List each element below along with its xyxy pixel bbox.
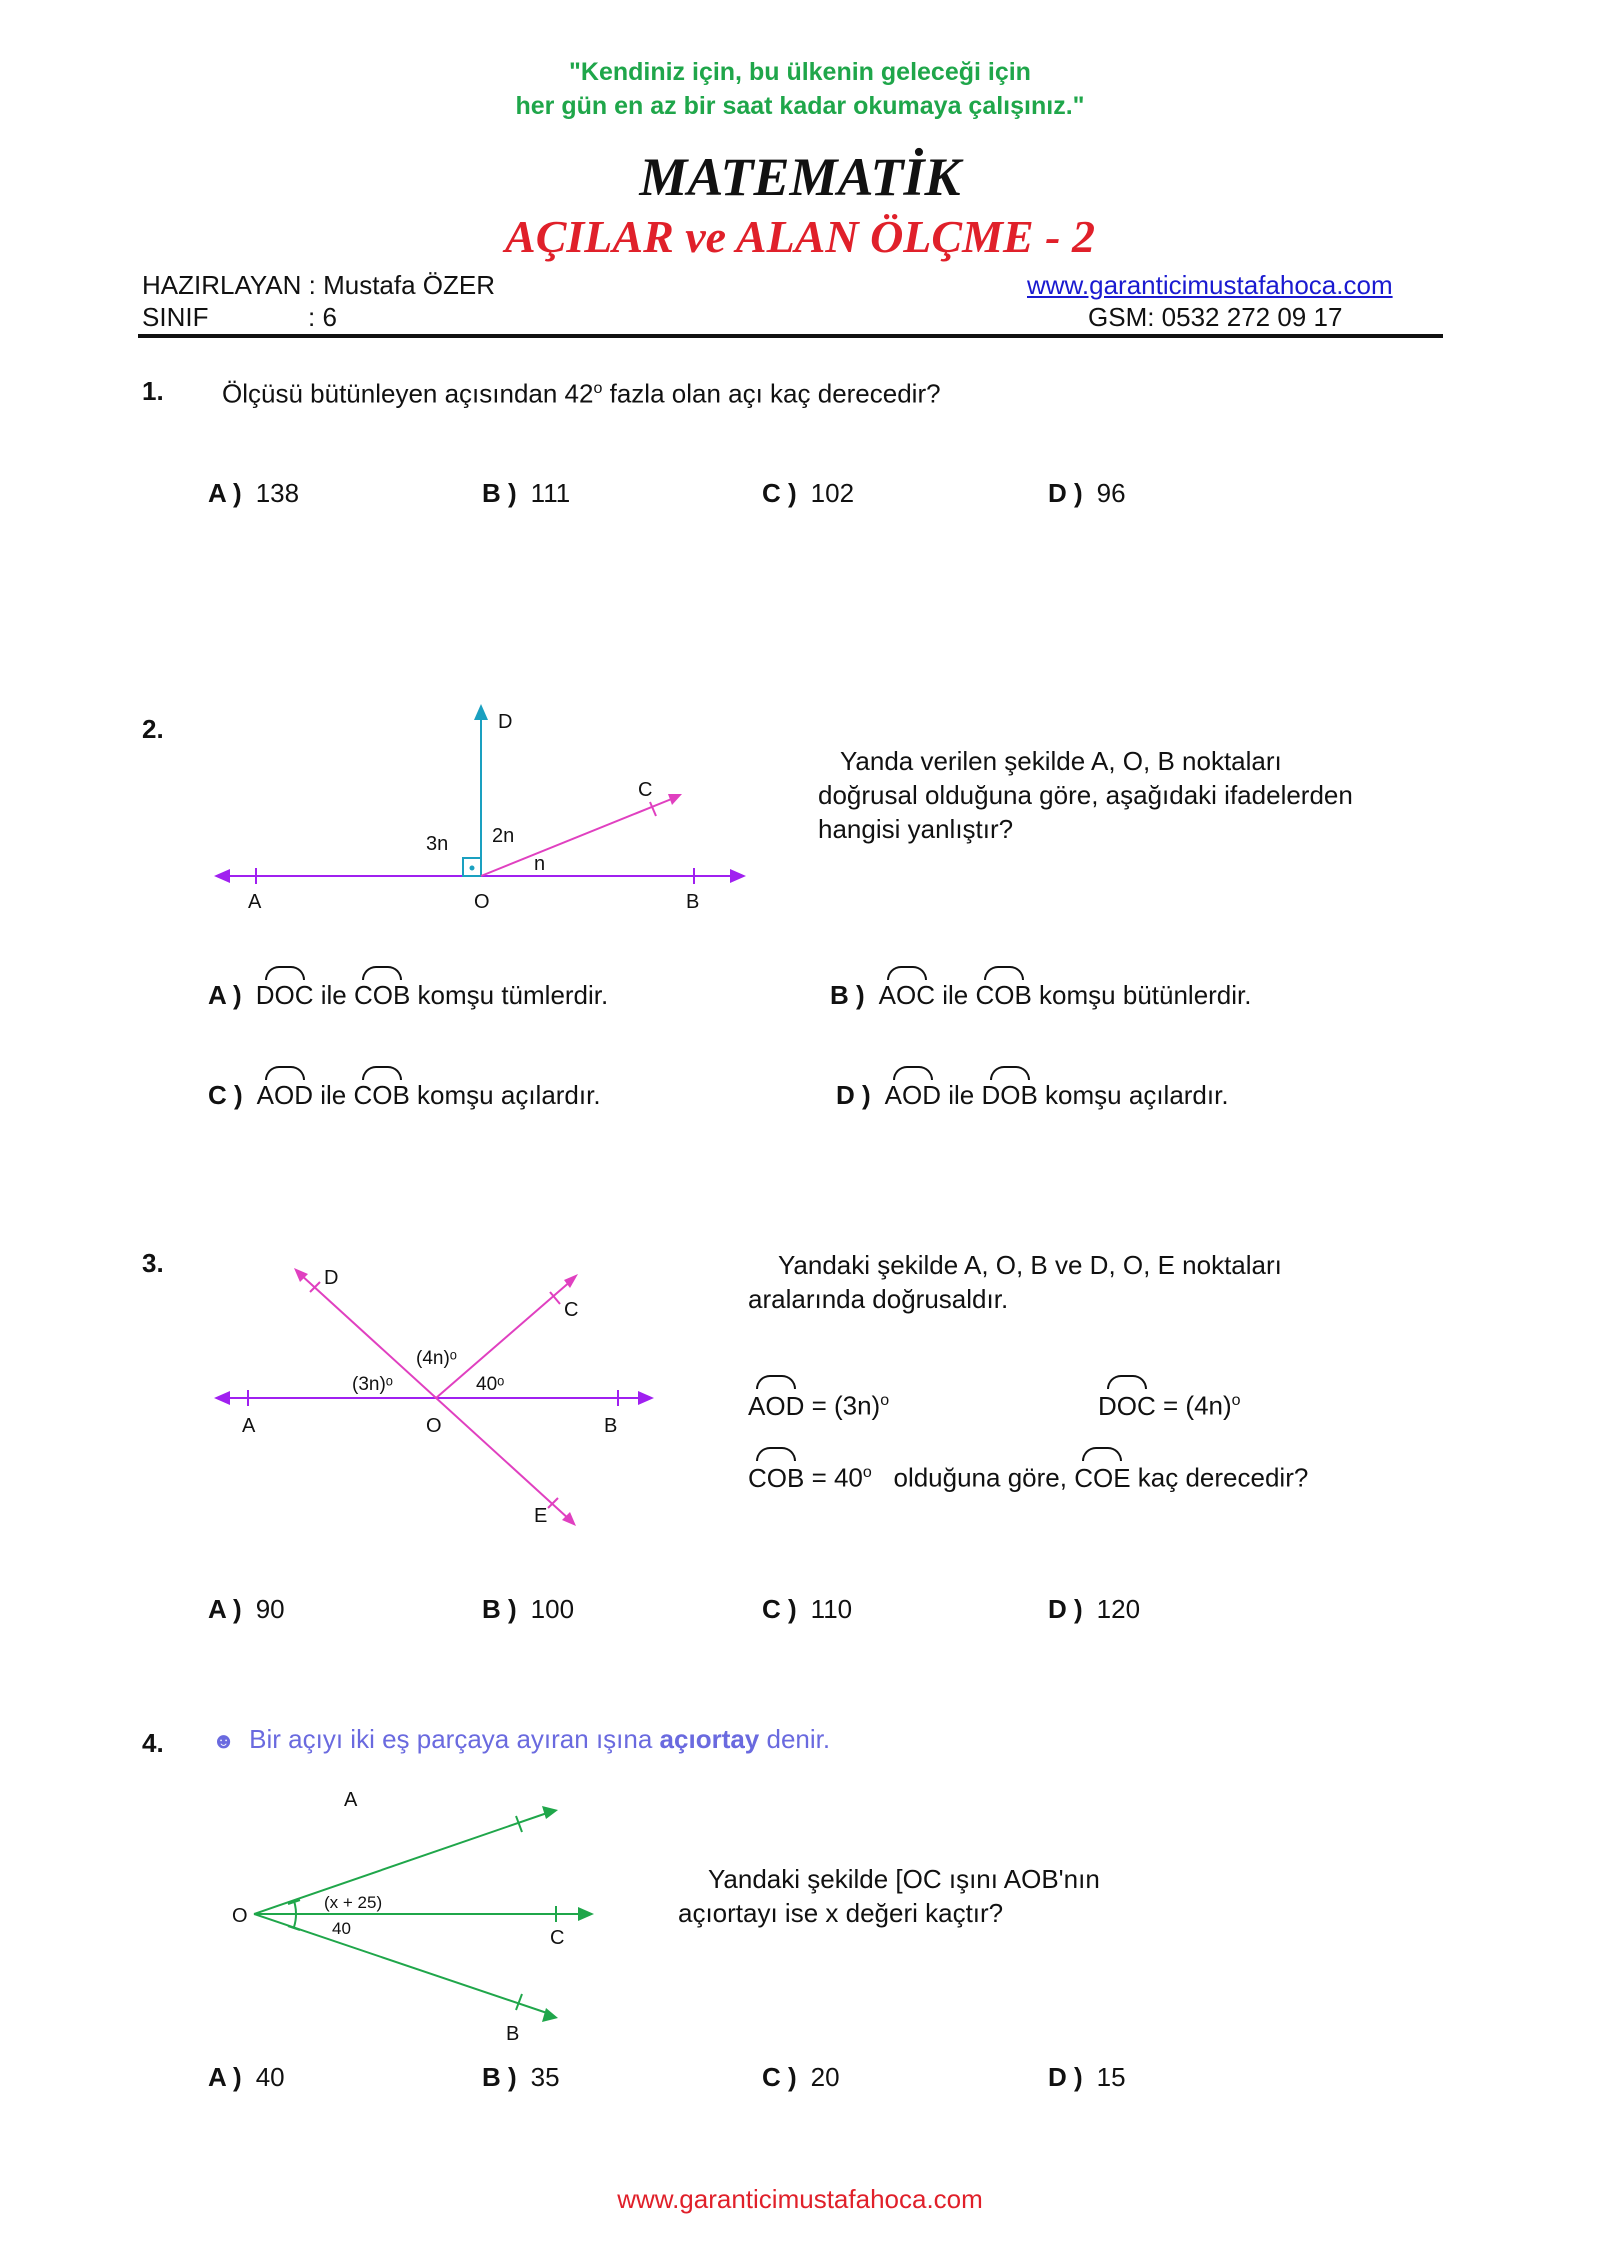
q4-label-a: A (344, 1789, 358, 1811)
option-letter: D ) (836, 1080, 871, 1110)
q4-text-line-1: Yandaki şekilde [OC ışını AOB'nın (708, 1864, 1100, 1894)
author-label: HAZIRLAYAN : Mustafa ÖZER (142, 270, 496, 300)
eq-text: olduğuna göre, (871, 1462, 1075, 1493)
option-value: 40 (255, 2062, 285, 2092)
q2-option-c[interactable] (208, 1080, 601, 1111)
q2-label-n: n (534, 853, 546, 875)
q2-text-line-3: hangisi yanlıştır? (818, 814, 1014, 844)
angle-name: COB (353, 1080, 410, 1110)
option-letter: A ) (208, 1594, 242, 1624)
option-letter: C ) (762, 1594, 797, 1624)
q2-right-angle-dot (470, 866, 475, 871)
q3-label-e: E (534, 1505, 548, 1527)
q2-arrow-right (730, 869, 746, 883)
q1-number: 1. (142, 376, 164, 406)
option-letter: D ) (1048, 2062, 1083, 2092)
q4-label-b: B (506, 2023, 520, 2045)
q2-label-b: B (686, 891, 700, 913)
q1-degree: o (593, 380, 603, 397)
option-text: komşu bütünlerdir. (1031, 980, 1252, 1010)
q2-figure (200, 690, 760, 920)
q4-ray-oa (254, 1812, 550, 1914)
def-bold-term: açıortay (659, 1724, 760, 1754)
degree-sign: o (862, 1464, 872, 1481)
q2-label-o: O (474, 891, 490, 913)
q3-option-a[interactable] (208, 1594, 285, 1625)
q1-option-c[interactable] (762, 478, 854, 509)
q2-option-a[interactable] (208, 980, 608, 1011)
q2-arrow-left (214, 869, 230, 883)
q3-arrow-left (214, 1391, 230, 1405)
q3-option-c[interactable] (762, 1594, 852, 1625)
option-letter: D ) (1048, 478, 1083, 508)
q2-text-line-2: doğrusal olduğuna göre, aşağıdaki ifadelerden (818, 780, 1353, 810)
q3-eq-cob (748, 1456, 1308, 1495)
option-text: ile (313, 980, 354, 1010)
q3-eq-aod (748, 1384, 889, 1423)
option-letter: B ) (482, 2062, 517, 2092)
option-text: ile (313, 1080, 354, 1110)
angle-name: DOB (981, 1080, 1038, 1110)
q1-option-a[interactable] (208, 478, 299, 509)
option-letter: B ) (482, 1594, 517, 1624)
eq-text: = (3n) (804, 1390, 881, 1421)
q3-eq-doc (1098, 1384, 1241, 1423)
option-text: komşu açılardır. (1037, 1080, 1229, 1110)
subject-title: MATEMATİK (639, 147, 961, 207)
option-value: 102 (810, 478, 855, 508)
q3-text (748, 1248, 1282, 1316)
option-letter: A ) (208, 478, 242, 508)
q2-label-c: C (638, 779, 653, 801)
option-letter: A ) (208, 980, 242, 1010)
option-value: 111 (530, 478, 571, 508)
q3-label-d: D (324, 1267, 339, 1289)
q2-label-3n: 3n (426, 833, 449, 855)
q2-arrow-c (668, 794, 682, 805)
q4-number: 4. (142, 1728, 164, 1758)
class-label: SINIF (142, 302, 209, 332)
angle-name: AOD (884, 1080, 942, 1110)
q3-label-4n: (4n)ᵒ (416, 1348, 457, 1369)
q4-text (678, 1862, 1100, 1930)
header-website-link[interactable]: www.garanticimustafahoca.com (1027, 270, 1393, 300)
angle-name: AOD (748, 1390, 805, 1421)
option-value: 120 (1096, 1594, 1141, 1624)
q3-label-o: O (426, 1415, 442, 1437)
option-value: 90 (255, 1594, 285, 1624)
header-phone: GSM: 0532 272 09 17 (1088, 302, 1343, 332)
q4-text-line-2: açıortayı ise x değeri kaçtır? (678, 1898, 1004, 1928)
q4-label-c: C (550, 1927, 565, 1949)
q4-arrow-a (542, 1806, 558, 1819)
angle-name: COB (748, 1462, 805, 1493)
def-text-b: denir. (759, 1724, 831, 1754)
motto-line-2: her gün en az bir saat kadar okumaya çalışınız." (515, 92, 1085, 120)
degree-sign: o (1231, 1392, 1241, 1409)
q4-label-o: O (232, 1905, 248, 1927)
q3-option-b[interactable] (482, 1594, 574, 1625)
option-letter: B ) (830, 980, 865, 1010)
angle-name: DOC (1098, 1390, 1156, 1421)
eq-text: kaç derecedir? (1130, 1462, 1309, 1493)
q4-definition (212, 1724, 830, 1755)
degree-sign: o (880, 1392, 890, 1409)
angle-name: COB (975, 980, 1032, 1010)
class-value: : 6 (308, 302, 337, 332)
motto-line-1: "Kendiniz için, bu ülkenin geleceği için (569, 58, 1031, 86)
option-letter: B ) (482, 478, 517, 508)
option-letter: A ) (208, 2062, 242, 2092)
option-value: 20 (810, 2062, 840, 2092)
q3-number: 3. (142, 1248, 164, 1278)
smiley-icon: ☻ (212, 1728, 236, 1753)
eq-text: = 40 (804, 1462, 863, 1493)
option-text: ile (935, 980, 976, 1010)
option-text: komşu tümlerdir. (410, 980, 609, 1010)
option-letter: C ) (762, 2062, 797, 2092)
q2-option-b[interactable] (830, 980, 1252, 1011)
q4-option-b[interactable] (482, 2062, 560, 2093)
option-value: 138 (255, 478, 300, 508)
option-value: 110 (810, 1594, 853, 1624)
q4-option-c[interactable] (762, 2062, 840, 2093)
q4-option-a[interactable] (208, 2062, 285, 2093)
q4-figure (220, 1786, 620, 2046)
q4-option-d[interactable] (1048, 2062, 1126, 2093)
option-value: 15 (1096, 2062, 1126, 2092)
footer-website-link[interactable]: www.garanticimustafahoca.com (617, 2184, 983, 2214)
angle-name: COB (353, 980, 411, 1010)
q3-figure (200, 1250, 680, 1540)
option-letter: C ) (762, 478, 797, 508)
option-text: komşu açılardır. (409, 1080, 601, 1110)
q2-label-a: A (248, 891, 262, 913)
q2-arrow-d (474, 704, 488, 720)
q3-label-40: 40ᵒ (476, 1374, 505, 1395)
header-divider (138, 334, 1443, 338)
q2-text (818, 744, 1353, 846)
q4-label-40: 40 (332, 1919, 351, 1938)
q3-label-3n: (3n)ᵒ (352, 1374, 393, 1395)
q4-label-x25: (x + 25) (324, 1893, 383, 1912)
q1-text (222, 372, 941, 411)
option-letter: C ) (208, 1080, 243, 1110)
q3-label-c: C (564, 1299, 579, 1321)
topic-title: AÇILAR ve ALAN ÖLÇME - 2 (505, 211, 1095, 262)
option-value: 100 (530, 1594, 575, 1624)
q3-label-b: B (604, 1415, 618, 1437)
q4-arrow-b (542, 2008, 558, 2022)
option-value: 96 (1096, 478, 1126, 508)
angle-name: AOD (256, 1080, 314, 1110)
q2-number: 2. (142, 714, 164, 744)
q3-arrow-right (638, 1391, 654, 1405)
eq-text: = (4n) (1155, 1390, 1232, 1421)
angle-name: DOC (255, 980, 314, 1010)
q2-tick-c (650, 802, 656, 816)
q1-text-b: fazla olan açı kaç derecedir? (602, 378, 941, 409)
option-text: ile (941, 1080, 982, 1110)
q2-text-line-1: Yanda verilen şekilde A, O, B noktaları (840, 746, 1282, 776)
q2-option-d[interactable] (836, 1080, 1229, 1111)
angle-name: COE (1074, 1462, 1131, 1493)
q2-label-2n: 2n (492, 825, 515, 847)
q3-text-line-2: aralarında doğrusaldır. (748, 1284, 1009, 1314)
q3-option-d[interactable] (1048, 1594, 1140, 1625)
q3-label-a: A (242, 1415, 256, 1437)
option-letter: D ) (1048, 1594, 1083, 1624)
q3-text-line-1: Yandaki şekilde A, O, B ve D, O, E noktaları (778, 1250, 1282, 1280)
q1-option-d[interactable] (1048, 478, 1126, 509)
q4-arc-lower (294, 1914, 296, 1927)
angle-name: AOC (878, 980, 936, 1010)
q4-arrow-c (578, 1907, 594, 1921)
q2-label-d: D (498, 711, 513, 733)
option-value: 35 (530, 2062, 560, 2092)
def-text-a: Bir açıyı iki eş parçaya ayıran ışına (249, 1724, 660, 1754)
q1-option-b[interactable] (482, 478, 570, 509)
q1-text-a: Ölçüsü bütünleyen açısından 42 (222, 378, 594, 409)
